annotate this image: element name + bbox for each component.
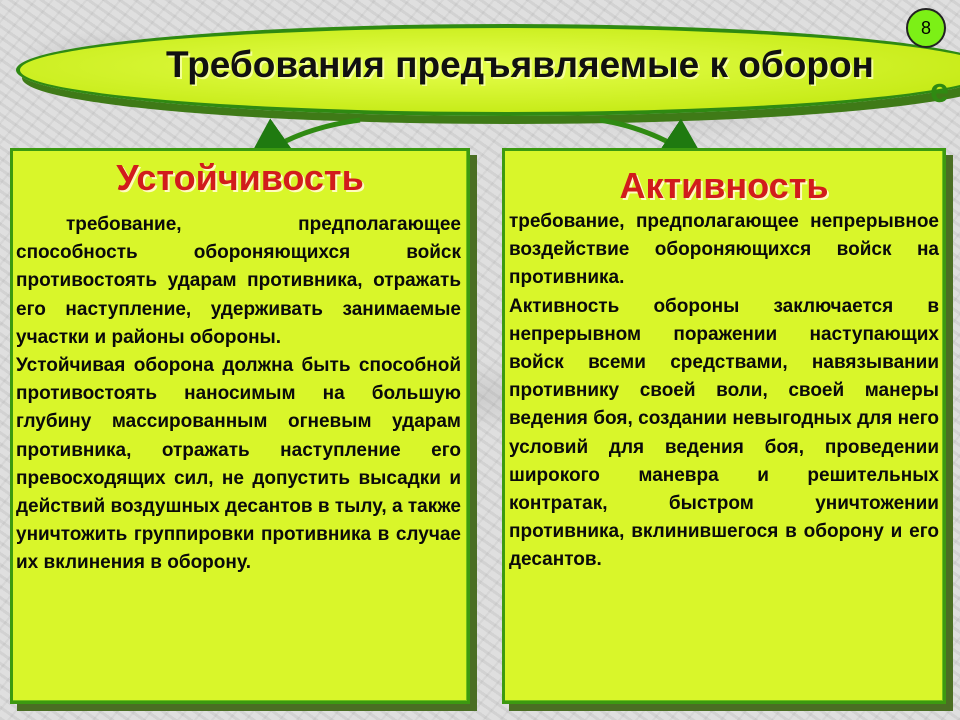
stability-heading: Устойчивость [116, 157, 364, 198]
activity-details: Активность обороны заключается в непрерывном поражении наступающих войск всеми средствами, навязывании противнику своей воли, своей манеры ведения боя, создании невыгодных для него условий для ведения боя, проведении широкого маневра и решительных контратак, быстром уничтожении противника, вклинившегося в оборону и его десантов. [509, 295, 939, 571]
activity-heading: Активность [619, 165, 829, 206]
slide-number-badge: 8 [906, 8, 946, 48]
stability-box [10, 148, 470, 704]
title-overflow-glyph: е [930, 72, 949, 110]
stability-definition: требование, предполагающее способность обороняющихся войск противостоять ударам противника, отражать его наступление, удерживать занимаемые участки и районы обороны. [16, 214, 461, 348]
slide-title: Требования предъявляемые к оборон [166, 44, 874, 85]
stability-details: Устойчивая оборона должна быть способной противостоять наносимым на большую глубину массированным огневым ударам противника, отражать наступление его превосходящих сил, не допустить высадки и действий воздушных десантов в тылу, а также уничтожить группировки противника в случае их вклинения в оборону. [16, 355, 461, 574]
activity-definition: требование, предполагающее непрерывное воздействие обороняющихся войск на противника. [509, 211, 939, 289]
stability-text [16, 211, 461, 578]
activity-text [509, 208, 939, 575]
activity-box [502, 148, 946, 704]
